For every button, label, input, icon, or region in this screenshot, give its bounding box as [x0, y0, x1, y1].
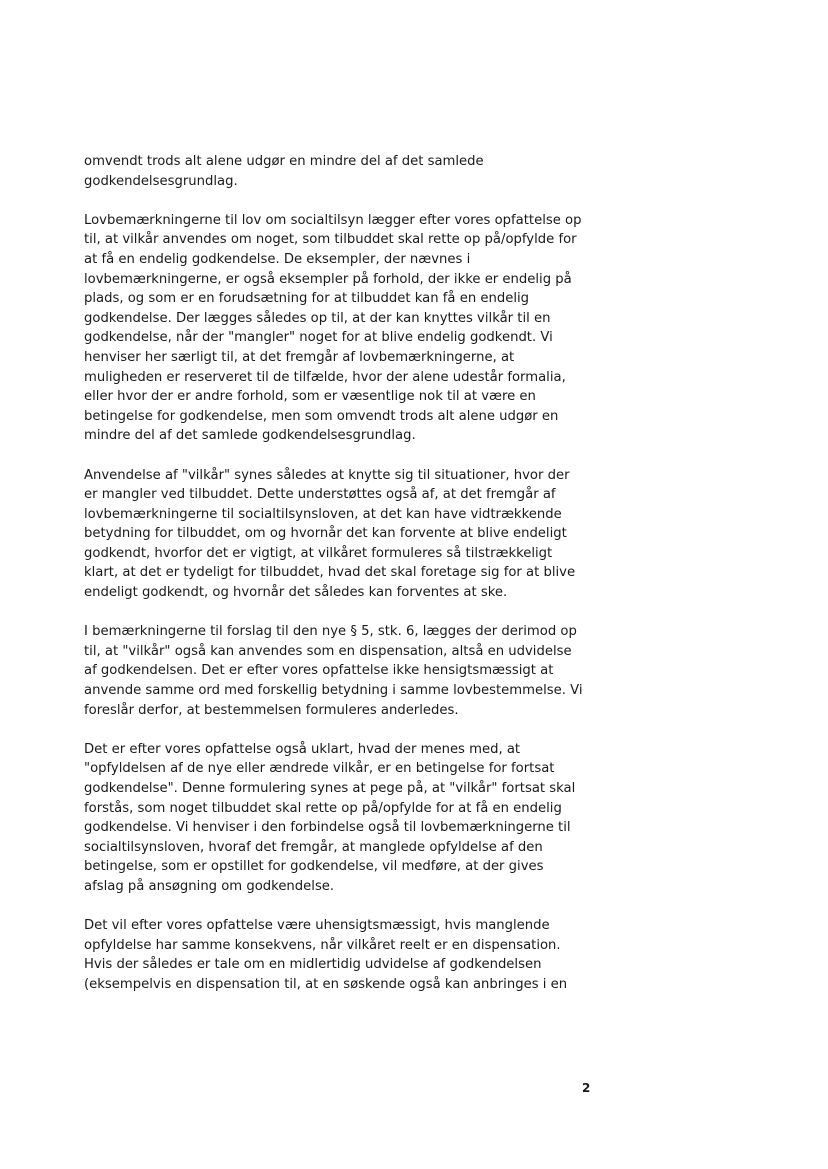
text-line: opfyldelse har samme konsekvens, når vilkåret reelt er en dispensation.	[84, 937, 561, 953]
paragraph	[84, 466, 614, 603]
paragraph	[84, 622, 614, 720]
text-line: at få en endelig godkendelse. De eksempler, der nævnes i	[84, 251, 471, 267]
text-line: Det er efter vores opfattelse også uklart, hvad der menes med, at	[84, 741, 521, 757]
text-line: lovbemærkningerne, er også eksempler på forhold, der ikke er endelig på	[84, 271, 572, 287]
text-line: til, at "vilkår" også kan anvendes som en dispensation, altså en udvidelse	[84, 643, 572, 659]
text-line: mindre del af det samlede godkendelsesgrundlag.	[84, 428, 416, 444]
text-line: godkendt, hvorfor det er vigtigt, at vilkåret formuleres så tilstrækkeligt	[84, 545, 553, 561]
text-line: (eksempelvis en dispensation til, at en søskende også kan anbringes i en	[84, 976, 568, 992]
text-line: eller hvor der er andre forhold, som er væsentlige nok til at være en	[84, 389, 536, 405]
text-line: anvende samme ord med forskellig betydning i samme lovbestemmelse. Vi	[84, 683, 583, 699]
text-line: betydning for tilbuddet, om og hvornår det kan forvente at blive endeligt	[84, 526, 567, 542]
text-line: er mangler ved tilbuddet. Dette understøttes også af, at det fremgår af	[84, 487, 556, 503]
text-line: socialtilsynsloven, hvoraf det fremgår, at manglede opfyldelse af den	[84, 839, 543, 855]
text-line: omvendt trods alt alene udgør en mindre del af det samlede	[84, 154, 484, 169]
text-line: Lovbemærkningerne til lov om socialtilsyn lægger efter vores opfattelse op	[84, 212, 582, 228]
text-line: til, at vilkår anvendes om noget, som tilbuddet skal rette op på/opfylde for	[84, 232, 577, 248]
text-line: godkendelsesgrundlag.	[84, 173, 238, 189]
paragraph	[84, 740, 614, 897]
text-line: foreslår derfor, at bestemmelsen formuleres anderledes.	[84, 702, 459, 718]
paragraph	[84, 916, 614, 994]
document-body	[84, 152, 614, 1014]
text-line: Det vil efter vores opfattelse være uhensigtsmæssigt, hvis manglende	[84, 918, 550, 934]
paragraph	[84, 211, 614, 446]
text-line: godkendelse". Denne formulering synes at pege på, at "vilkår" fortsat skal	[84, 781, 576, 796]
text-line: endeligt godkendt, og hvornår det således kan forventes at ske.	[84, 585, 508, 601]
text-line: forstås, som noget tilbuddet skal rette op på/opfylde for at få en endelig	[84, 800, 562, 816]
text-line: lovbemærkningerne til socialtilsynsloven, at det kan have vidtrækkende	[84, 506, 562, 522]
paragraph	[84, 152, 614, 191]
text-line: Anvendelse af "vilkår" synes således at knytte sig til situationer, hvor der	[84, 467, 570, 483]
text-line: henviser her særligt til, at det fremgår af lovbemærkningerne, at	[84, 349, 515, 365]
text-line: plads, og som er en forudsætning for at tilbuddet kan få en endelig	[84, 291, 530, 307]
text-line: afslag på ansøgning om godkendelse.	[84, 878, 335, 894]
text-line: "opfyldelsen af de nye eller ændrede vilkår, er en betingelse for fortsat	[84, 761, 555, 777]
text-line: godkendelse. Vi henviser i den forbindelse også til lovbemærkningerne til	[84, 820, 571, 836]
text-line: I bemærkningerne til forslag til den nye § 5, stk. 6, lægges der derimod op	[84, 624, 577, 640]
text-line: betingelse for godkendelse, men som omvendt trods alt alene udgør en	[84, 408, 559, 424]
page-number: 2	[582, 1081, 591, 1095]
text-line: muligheden er reserveret til de tilfælde, hvor der alene udestår formalia,	[84, 369, 566, 385]
text-line: betingelse, som er opstillet for godkendelse, vil medføre, at der gives	[84, 859, 544, 875]
text-line: af godkendelsen. Det er efter vores opfattelse ikke hensigtsmæssigt at	[84, 663, 554, 679]
text-line: Hvis der således er tale om en midlertidig udvidelse af godkendelsen	[84, 957, 542, 973]
text-line: godkendelse. Der lægges således op til, at der kan knyttes vilkår til en	[84, 310, 551, 326]
text-line: godkendelse, når der "mangler" noget for at blive endelig godkendt. Vi	[84, 330, 553, 346]
text-line: klart, at det er tydeligt for tilbuddet, hvad det skal foretage sig for at blive	[84, 565, 576, 581]
